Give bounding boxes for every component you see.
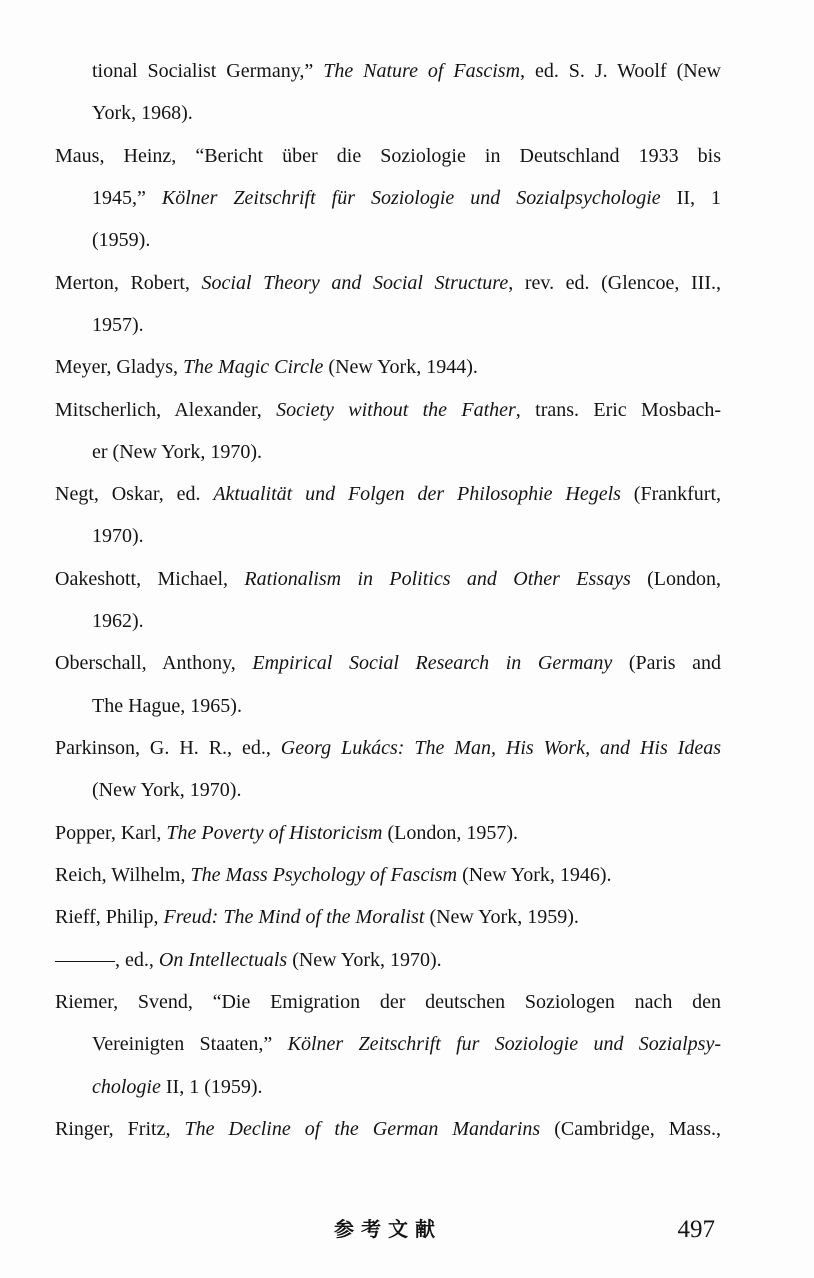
roman-text: (New York, 1944). bbox=[323, 356, 478, 379]
bib-line bbox=[55, 431, 721, 473]
roman-text: Popper, Karl, bbox=[55, 821, 167, 844]
italic-text: The Mass Psychology of Fascism bbox=[190, 863, 458, 886]
bib-line bbox=[55, 92, 721, 134]
bib-entry bbox=[55, 939, 721, 981]
bib-entry bbox=[55, 896, 721, 938]
roman-text: The Hague, 1965). bbox=[92, 694, 242, 717]
roman-text: (London, 1957). bbox=[382, 821, 519, 844]
bib-line bbox=[55, 812, 721, 854]
roman-text: Vereinigten Staaten,” bbox=[92, 1033, 288, 1056]
italic-text: Kölner Zeitschrift für Soziologie und Sozialpsychologie bbox=[161, 186, 661, 209]
italic-text: Empirical Social Research in Germany bbox=[252, 652, 613, 675]
roman-text: er (New York, 1970). bbox=[92, 440, 262, 463]
bib-line bbox=[55, 1066, 721, 1108]
roman-text: (London, bbox=[630, 567, 721, 590]
roman-text: Negt, Oskar, ed. bbox=[55, 483, 214, 506]
bib-line bbox=[55, 389, 721, 431]
roman-text: York, 1968). bbox=[92, 102, 193, 125]
roman-text: , ed. S. J. Woolf (New bbox=[520, 60, 721, 82]
roman-text: ———, ed., bbox=[55, 948, 159, 971]
roman-text: II, 1 bbox=[660, 186, 721, 209]
roman-text: Mitscherlich, Alexander, bbox=[55, 398, 277, 421]
bib-entry bbox=[55, 262, 721, 347]
bib-entry bbox=[55, 854, 721, 896]
bib-entry bbox=[55, 812, 721, 854]
bib-entry bbox=[55, 473, 721, 558]
roman-text: Meyer, Gladys, bbox=[55, 356, 184, 379]
bib-line bbox=[55, 558, 721, 600]
roman-text: Reich, Wilhelm, bbox=[55, 863, 191, 886]
bib-entry bbox=[55, 727, 721, 812]
bib-entry bbox=[55, 389, 721, 474]
roman-text: Ringer, Fritz, bbox=[55, 1117, 185, 1140]
bib-line bbox=[55, 642, 721, 684]
roman-text: Rieff, Philip, bbox=[55, 906, 164, 929]
roman-text: Oakeshott, Michael, bbox=[55, 567, 245, 590]
italic-text: The Decline of the German Mandarins bbox=[184, 1117, 541, 1140]
roman-text: Parkinson, G. H. R., ed., bbox=[55, 737, 281, 759]
bib-line bbox=[55, 304, 721, 346]
bib-line bbox=[55, 177, 721, 219]
bib-line bbox=[55, 769, 721, 811]
roman-text: Riemer, Svend, “Die Emigration der deutschen Soziologen nach den bbox=[55, 990, 721, 1013]
italic-text: Kölner Zeitschrift fur Soziologie und Sozialpsy- bbox=[287, 1033, 721, 1056]
roman-text: Merton, Robert, bbox=[55, 271, 202, 294]
italic-text: The Nature of Fascism bbox=[323, 60, 521, 82]
bib-line bbox=[55, 727, 721, 769]
roman-text: Oberschall, Anthony, bbox=[55, 652, 253, 675]
roman-text: (New York, 1946). bbox=[457, 863, 612, 886]
roman-text: tional Socialist Germany,” bbox=[92, 60, 324, 82]
italic-text: Society without the Father bbox=[276, 398, 516, 421]
bib-line bbox=[55, 346, 721, 388]
bib-line bbox=[55, 515, 721, 557]
roman-text: (Paris and bbox=[612, 652, 721, 675]
italic-text: chologie bbox=[92, 1075, 161, 1098]
bib-line bbox=[55, 1108, 721, 1150]
bib-entry bbox=[55, 642, 721, 727]
page-footer bbox=[55, 1212, 721, 1248]
italic-text: The Poverty of Historicism bbox=[166, 821, 383, 844]
roman-text: (Cambridge, Mass., bbox=[540, 1117, 721, 1140]
italic-text: Georg Lukács: The Man, His Work, and His Ideas bbox=[280, 737, 721, 759]
bib-line bbox=[55, 854, 721, 896]
bib-entry bbox=[55, 346, 721, 388]
bib-line bbox=[55, 262, 721, 304]
bib-line bbox=[55, 685, 721, 727]
bib-line bbox=[55, 981, 721, 1023]
italic-text: Social Theory and Social Structure bbox=[201, 271, 509, 294]
bib-entry bbox=[55, 50, 721, 135]
roman-text: (New York, 1970). bbox=[92, 779, 242, 802]
roman-text: (Frankfurt, bbox=[620, 483, 721, 506]
bib-line bbox=[55, 1023, 721, 1065]
roman-text: (New York, 1959). bbox=[424, 906, 579, 929]
footer-section-title: 参考文献 bbox=[334, 1219, 442, 1241]
roman-text: 1970). bbox=[92, 525, 144, 548]
bib-entry bbox=[55, 981, 721, 1108]
bib-line bbox=[55, 219, 721, 261]
italic-text: The Magic Circle bbox=[183, 356, 324, 379]
italic-text: Freud: The Mind of the Moralist bbox=[163, 906, 425, 929]
italic-text: Rationalism in Politics and Other Essays bbox=[244, 567, 631, 590]
footer-page-number: 497 bbox=[677, 1216, 715, 1243]
bib-entry bbox=[55, 1108, 721, 1150]
bib-line bbox=[55, 896, 721, 938]
bib-entry bbox=[55, 135, 721, 262]
roman-text: , rev. ed. (Glencoe, III., bbox=[508, 271, 721, 294]
bib-line bbox=[55, 600, 721, 642]
bibliography-list bbox=[55, 50, 721, 1150]
roman-text: Maus, Heinz, “Bericht über die Soziologie in Deutschland 1933 bis bbox=[55, 144, 721, 167]
roman-text: 1957). bbox=[92, 313, 144, 336]
bib-line bbox=[55, 473, 721, 515]
roman-text: 1945,” bbox=[92, 186, 162, 209]
bib-entry bbox=[55, 558, 721, 643]
roman-text: (New York, 1970). bbox=[287, 948, 442, 971]
italic-text: Aktualität und Folgen der Philosophie Hegels bbox=[213, 483, 621, 506]
roman-text: (1959). bbox=[92, 229, 151, 252]
roman-text: 1962). bbox=[92, 610, 144, 633]
bib-line bbox=[55, 50, 721, 92]
bib-line bbox=[55, 135, 721, 177]
roman-text: II, 1 (1959). bbox=[160, 1075, 263, 1098]
roman-text: , trans. Eric Mosbach- bbox=[515, 398, 721, 421]
italic-text: On Intellectuals bbox=[158, 948, 288, 971]
bib-line bbox=[55, 939, 721, 981]
